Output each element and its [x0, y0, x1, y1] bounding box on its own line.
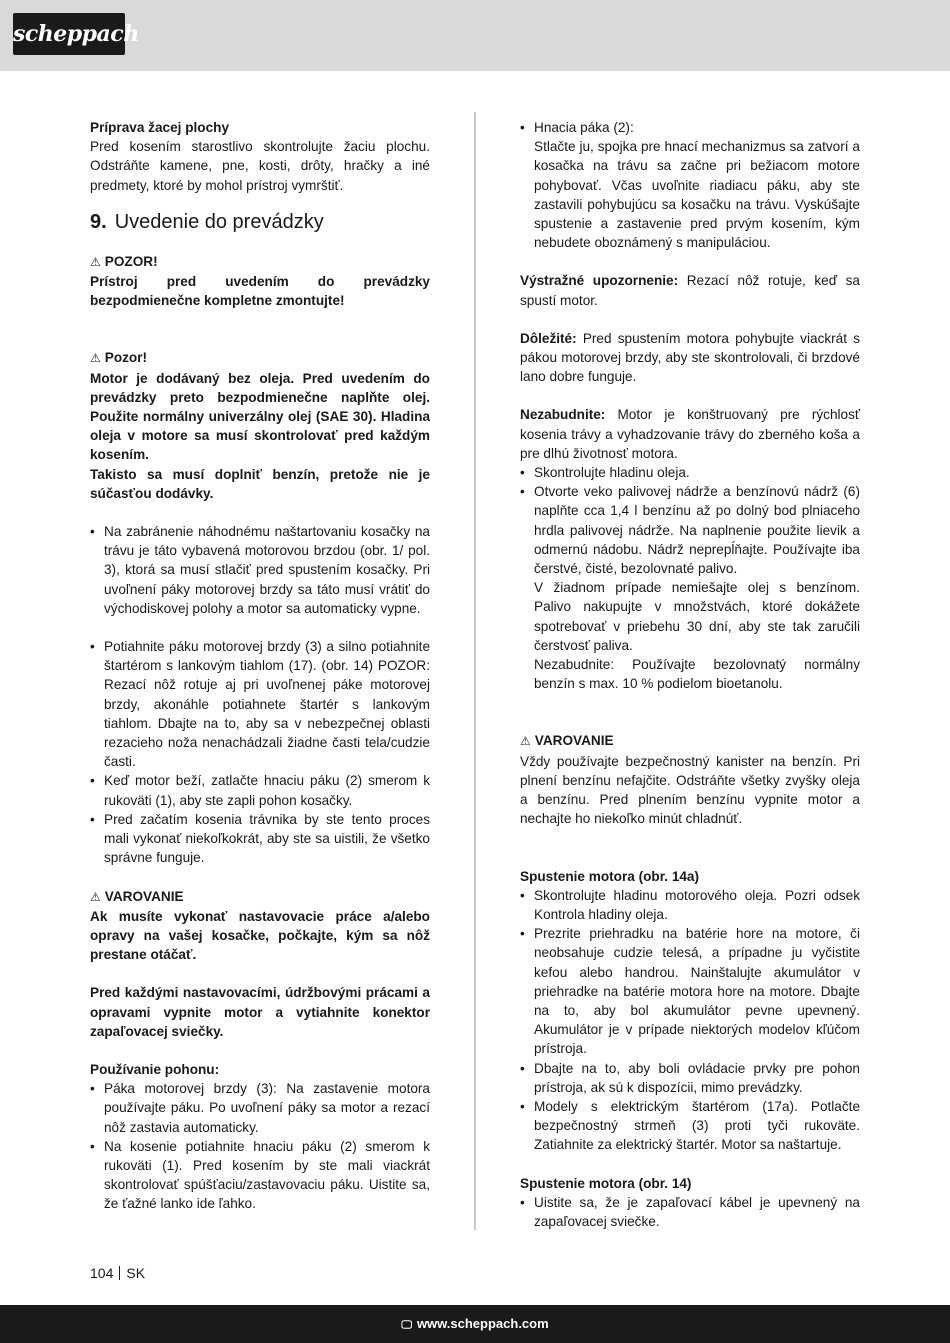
prep-title: Príprava žacej plochy [90, 120, 230, 135]
list-item: • Páka motorovej brzdy (3): Na zastavenie motora používajte páku. Po uvoľnení páky sa motor a rezací nôž zastavia automaticky. [90, 1079, 430, 1137]
list-item: • Uistite sa, že je zapaľovací kábel je upevnený na zapaľovacej sviečke. [520, 1193, 860, 1231]
list-item: • Na zabránenie náhodnému naštartovaniu kosačky na trávu je táto vybavená motorovou brzdou (obr. 1/ pol. 3), ktorá sa musí stlačiť pred spustením kosačky. Pri uvoľnení páky motorovej brzdy sa táto musí vrátiť do východiskovej polohy a motor sa automaticky vypne. [90, 522, 430, 618]
varovanie-label: VAROVANIE [534, 733, 614, 749]
warning-3-label: VAROVANIE [104, 888, 184, 904]
warning-2-text-2: Takisto sa musí doplniť benzín, pretože nie je súčasťou dodávky. [90, 466, 430, 501]
list-item [520, 118, 860, 252]
warning-note-text: Rezací nôž rotuje, keď sa spustí motor. [520, 273, 860, 308]
page-number: 104 [90, 1265, 114, 1281]
start2-title: Spustenie motora (obr. 14) [520, 1175, 692, 1191]
left-column [90, 118, 430, 1214]
warning-1-label-line [90, 252, 430, 272]
list-item: • Keď motor beží, zatlačte hnaciu páku (2) smerom k rukoväti (1), aby ste zapli pohon kosačky. [90, 771, 430, 809]
important-text: Pred spustením motora pohybujte viackrát s pákou motorovej brzdy, aby ste skontrolovali, či brzdové lano dobre funguje. [520, 330, 860, 385]
varovanie-text: Vždy používajte bezpečnostný kanister na benzín. Pri plnení benzínu nefajčite. Odstráňte všetky zvyšky oleja a benzínu. Pred plnením benzínu vypnite motor a nechajte ho niekoľko minút chladnúť. [520, 753, 860, 827]
drive-title: Používanie pohonu: [90, 1061, 220, 1077]
language-code: SK [126, 1265, 146, 1281]
varovanie-label-line [520, 731, 860, 751]
fuel-paragraph-3: Nezabudnite: Používajte bezolovnatý normálny benzín s max. 10 % podielom bioetanolu. [534, 657, 860, 692]
warning-3-label-line [90, 887, 430, 907]
warning-triangle-icon: ⚠ [90, 351, 101, 366]
remember-text: Motor je konštruovaný pre rýchlosť kosenia trávy a vyhadzovanie trávy do zberného koša a pre dlhú životnosť motora. [520, 407, 860, 461]
start2-bullet-list [520, 1193, 860, 1231]
list-item: • Modely s elektrickým štartérom (17a). Potlačte bezpečnostný strmeň (3) proti tyči rukoväte. Zatiahnite za elektrický štartér. Motor sa naštartuje. [520, 1097, 860, 1155]
lever-bullet-list [520, 118, 860, 252]
monitor-icon: 🖵 [401, 1319, 412, 1331]
list-item [520, 482, 860, 693]
section-title: Uvedenie do prevádzky [114, 210, 324, 233]
list-item: • Dbajte na to, aby boli ovládacie prvky pre pohon prístroja, ak sú k dispozícii, mimo prevádzky. [520, 1059, 860, 1097]
column-divider [474, 112, 476, 1230]
start1-bullet-list [520, 886, 860, 1155]
list-item: • Prezrite priehradku na batérie hore na motore, či neobsahuje cudzie telesá, a prípadne ju vyčistite kefou alebo handrou. Nainštalujte akumulátor v priehradke na batérie motora hore na motore. Dbajte na to, aby bol akumulátor pevne upevnený. Akumulátor je v prípade niektorých modelov kľúčom prístroja. [520, 924, 860, 1058]
important-note [520, 329, 860, 387]
warning-2-label: Pozor! [104, 350, 148, 366]
remember-bullet-list [520, 463, 860, 693]
lever-bullet-title: Hnacia páka (2): [534, 120, 634, 135]
list-item: • Skontrolujte hladinu oleja. [520, 463, 860, 482]
website-line [0, 1316, 950, 1332]
page-footer [0, 1305, 950, 1343]
fuel-paragraph-1: • Otvorte veko palivovej nádrže a benzínovú nádrž (6) naplňte cca 1,4 l benzínu až po dolný bod plniaceho hrdla palivovej nádrže. Na naplnenie použite lievik a odmernú nádobu. Nádrž neprepĺňajte. Používajte iba čerstvé, čisté, bezolovnaté palivo. [534, 484, 860, 577]
drive-bullet-list [90, 1079, 430, 1213]
section-number: 9. [90, 210, 107, 233]
list-item: • Pred začatím kosenia trávnika by ste tento proces mali vykonať niekoľkokrát, aby ste sa uistili, že všetko správne funguje. [90, 810, 430, 868]
right-column [520, 118, 860, 1231]
warning-2-label-line [90, 348, 430, 368]
list-item: • Skontrolujte hladinu motorového oleja. Pozri odsek Kontrola hladiny oleja. [520, 886, 860, 924]
warning-note-label: Výstražné upozornenie: [520, 273, 679, 289]
warning-3-text: Ak musíte vykonať nastavovacie práce a/alebo opravy na vašej kosačke, počkajte, kým sa nôž prestane otáčať. [90, 908, 430, 963]
brand-logo: scheppach [13, 13, 125, 55]
warning-1-label: POZOR! [104, 253, 158, 269]
warning-triangle-icon: ⚠ [520, 734, 531, 749]
page-header [0, 0, 950, 71]
website-link[interactable]: www.scheppach.com [416, 1316, 549, 1331]
warning-2-text-1: Motor je dodávaný bez oleja. Pred uvedením do prevádzky preto bezpodmienečne naplňte olej. Použite normálny univerzálny olej (SAE 30). Hladina oleja v motore sa musí skontrolovať pred každým kosením. [90, 370, 430, 463]
important-label: Dôležité: [520, 330, 577, 346]
prep-text: Pred kosením starostlivo skontrolujte žaciu plochu. Odstráňte kamene, pne, kosti, drôty, hračky a iné predmety, ktoré by mohol prístroj vymrštiť. [90, 139, 430, 193]
bullet-list-a [90, 522, 430, 618]
warning-1-text: Prístroj pred uvedením do prevádzky bezpodmienečne kompletne zmontujte! [90, 274, 430, 309]
warning-triangle-icon: ⚠ [90, 254, 101, 269]
lever-bullet-text: Stlačte ju, spojka pre hnací mechanizmus sa zatvorí a kosačka na trávu sa začne pri bežiacom motore pohybovať. Včas uvoľnite riadiacu páku, aby ste zastavili pohybujúcu sa kosačku na trávu. Vyskúšajte spustenie a zastavenie pred prvým kosením, kým nebudete oboznámený s manipuláciou. [534, 139, 860, 251]
warning-triangle-icon: ⚠ [90, 889, 101, 904]
page-number-area [90, 1265, 145, 1281]
list-item: • Na kosenie potiahnite hnaciu páku (2) smerom k rukoväti (1). Pred kosením by ste mali viackrát skontrolovať spúšťaciu/zastavovaciu páku. Uistite sa, že ťažné lanko ide ľahko. [90, 1137, 430, 1214]
section-heading [90, 210, 430, 234]
remember-note [520, 405, 860, 463]
warning-note [520, 271, 860, 309]
remember-label: Nezabudnite: [520, 407, 606, 423]
fuel-paragraph-2: V žiadnom prípade nemiešajte olej s benzínom. Palivo nakupujte v množstvách, ktoré dokážete spotrebovať v priebehu 30 dní, aby ste tak zaručili čerstvosť paliva. [534, 580, 860, 653]
bullet-list-b [90, 637, 430, 867]
page-separator [119, 1266, 120, 1280]
start1-title: Spustenie motora (obr. 14a) [520, 868, 700, 884]
list-item: • Potiahnite páku motorovej brzdy (3) a silno potiahnite štartérom s lankovým tiahlom (17). (obr. 14) POZOR: Rezací nôž rotuje aj pri uvoľnenej páke motorovej brzdy, akonáhle potiahnete štartér s lankovým tiahlom. Dbajte na to, aby sa v nebezpečnej oblasti rezacieho noža nenachádzali žiadne časti tela/cudzie časti. [90, 637, 430, 771]
safety-bold-paragraph: Pred každými nastavovacími, údržbovými prácami a opravami vypnite motor a vytiahnite konektor zapaľovacej sviečky. [90, 985, 430, 1039]
